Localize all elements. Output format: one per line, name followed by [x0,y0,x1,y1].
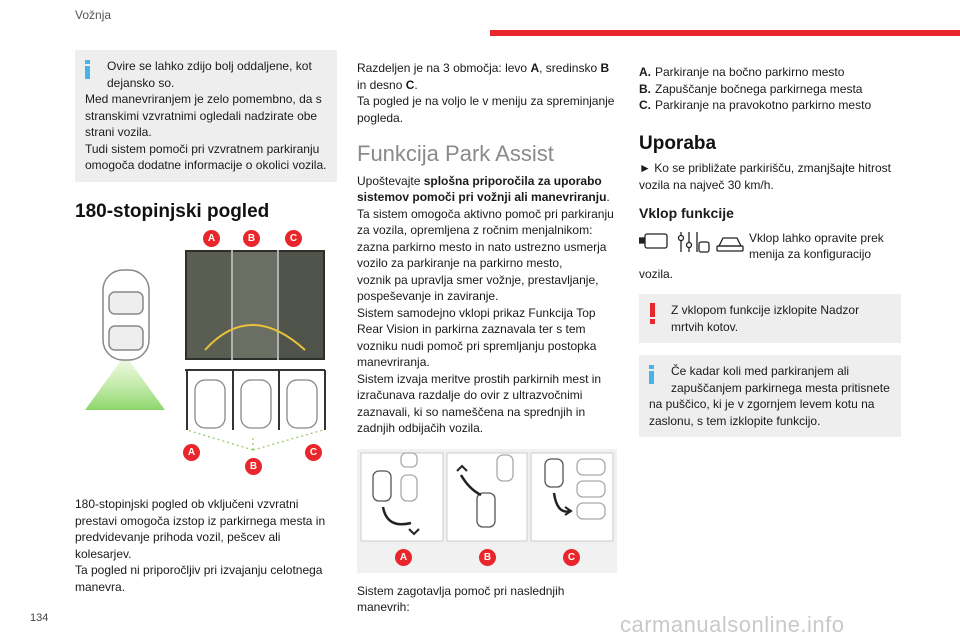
marker-c-maneuver: C [563,549,580,566]
activation-text: Vklop lahko opravite prek menija za konfiguracijo [749,230,884,261]
note-text: Med manevriranjem je zelo pomembno, da s stranskimi vzvratnimi ogledali nadzirate obe strani vozila. [85,92,322,139]
view-menu-paragraph: Ta pogled je na voljo le v meniju za spreminjanje pogleda. [357,94,615,125]
zones-text: Razdeljen je na 3 območja: levo [357,61,531,75]
zone-a: A [530,61,540,75]
rec-prefix: Upoštevajte [357,173,424,188]
subheading-activation: Vklop funkcije [639,205,734,221]
watermark: carmanualsonline.info [620,612,845,637]
parked-cars [195,380,317,428]
rear-view-beam [85,355,165,410]
section-heading-usage: Uporaba [639,132,717,154]
note-lead: Ovire se lahko zdijo bolj oddaljene, kot dejansko so. [107,59,312,90]
park-assist-para-3: voznik pa upravlja smer vožnje, prestavljanje, pospeševanje in zaviranje. [357,272,599,303]
header-accent-bar [490,30,960,36]
zones-text-2: , sredinsko [539,61,601,75]
section-heading-park-assist: Funkcija Park Assist [357,141,554,166]
list-key: B. [639,81,651,96]
note-text-2: Tudi sistem pomoči pri vzvratnem parkiranju omogoča dodatne informacije o okolici vozila. [85,141,327,172]
zone-b: B [600,61,610,75]
activation-row [639,230,901,262]
list-text: Parkiranje na bočno parkirno mesto [655,65,845,79]
figure-caption: Sistem zagotavlja pomoč pri naslednjih manevrih: [357,583,565,614]
info-icon [649,365,655,385]
zones-text-end: . [414,77,418,92]
marker-b-bottom: B [245,458,262,475]
maneuver-list [639,64,901,114]
column-2 [357,60,619,616]
running-header: Vožnja [75,8,112,22]
page-number: 134 [30,612,49,624]
car-top-view-icon [103,270,149,360]
info-icon [85,60,91,80]
camera-screen [185,250,325,360]
figure-maneuvers [357,449,617,573]
screen-icon [639,234,667,248]
usage-instruction: ► Ko se približate parkirišču, zmanjšajte hitrost vozila na največ 30 km/h. [639,161,891,192]
park-assist-recommendation [357,173,619,206]
marker-a-top: A [203,230,220,247]
marker-a-bottom: A [183,444,200,461]
list-text: Parkiranje na pravokotno parkirno mesto [655,98,872,112]
car-icon [717,238,743,251]
illustration-180-view [75,230,337,488]
rec-end: . [606,190,610,204]
list-key: C. [639,98,651,112]
marker-a-maneuver: A [395,549,412,566]
info-note-lead: Če kadar koli med parkiranjem ali zapuščanjem parkirnega mesta pritisnete [671,364,890,395]
view-fan [187,430,323,450]
warning-icon [649,303,657,325]
list-text: Zapuščanje bočnega parkirnega mesta [655,81,863,96]
warning-note [639,294,901,343]
info-note-mirrors [75,50,337,182]
list-item [639,97,901,114]
park-assist-para-5: Sistem izvaja meritve prostih parkirnih mest in izračunava razdalje do ovir z ultrazvočnimi zaznavali, ki so nameščena na sprednjih in zadnjih odbijačih vozila. [357,371,602,435]
paragraph-180-view: 180-stopinjski pogled ob vključeni vzvratni prestavi omogoča izstop iz parkirnega mesta in predvidevanje prihoda vozil, pešcev ali kolesarjev. [75,497,326,561]
figure-180-view [75,230,337,488]
list-item [639,64,901,81]
zone-c: C [405,77,415,92]
warning-text: Z vklopom funkcije izklopite Nadzor mrtvih kotov. [671,303,860,334]
info-note-cancel [639,355,901,437]
marker-c-top: C [285,230,302,247]
section-heading-180: 180-stopinjski pogled [75,200,270,222]
park-assist-para-4: Sistem samodejno vklopi prikaz Funkcija Top Rear Vision in parkirna zaznavala ter s tem vozniku nudi pomoč pri spremljanju postopka manevriranja. [357,305,597,369]
zones-text-3: in desno [357,77,406,92]
paragraph-180-note: Ta pogled ni priporočljiv pri izvajanju celotnega manevra. [75,563,323,594]
column-1 [75,50,337,595]
marker-c-bottom: C [305,444,322,461]
marker-b-maneuver: B [479,549,496,566]
rec-bold: splošna priporočila za uporabo sistemov pomoči pri vožnji ali manevriranju [357,173,607,204]
activation-text-end: vozila. [639,266,674,281]
settings-sliders-icon [679,232,710,252]
info-note-text: na puščico, ki je v zgornjem levem kotu na zaslonu, s tem izklopite funkcijo. [649,397,875,428]
list-key: A. [639,65,651,79]
column-3 [639,64,901,437]
list-item [639,81,901,98]
vehicle-menu-icons [639,230,744,256]
zones-paragraph [357,60,619,93]
marker-b-top: B [243,230,260,247]
park-assist-para-2: Ta sistem omogoča aktivno pomoč pri parkiranju za vozila, opremljena z ročnim menjalnikom: zazna parkirno mesto in nato ustrezno usmerja vozilo za parkiranje na parkirno mesto, [357,206,614,270]
